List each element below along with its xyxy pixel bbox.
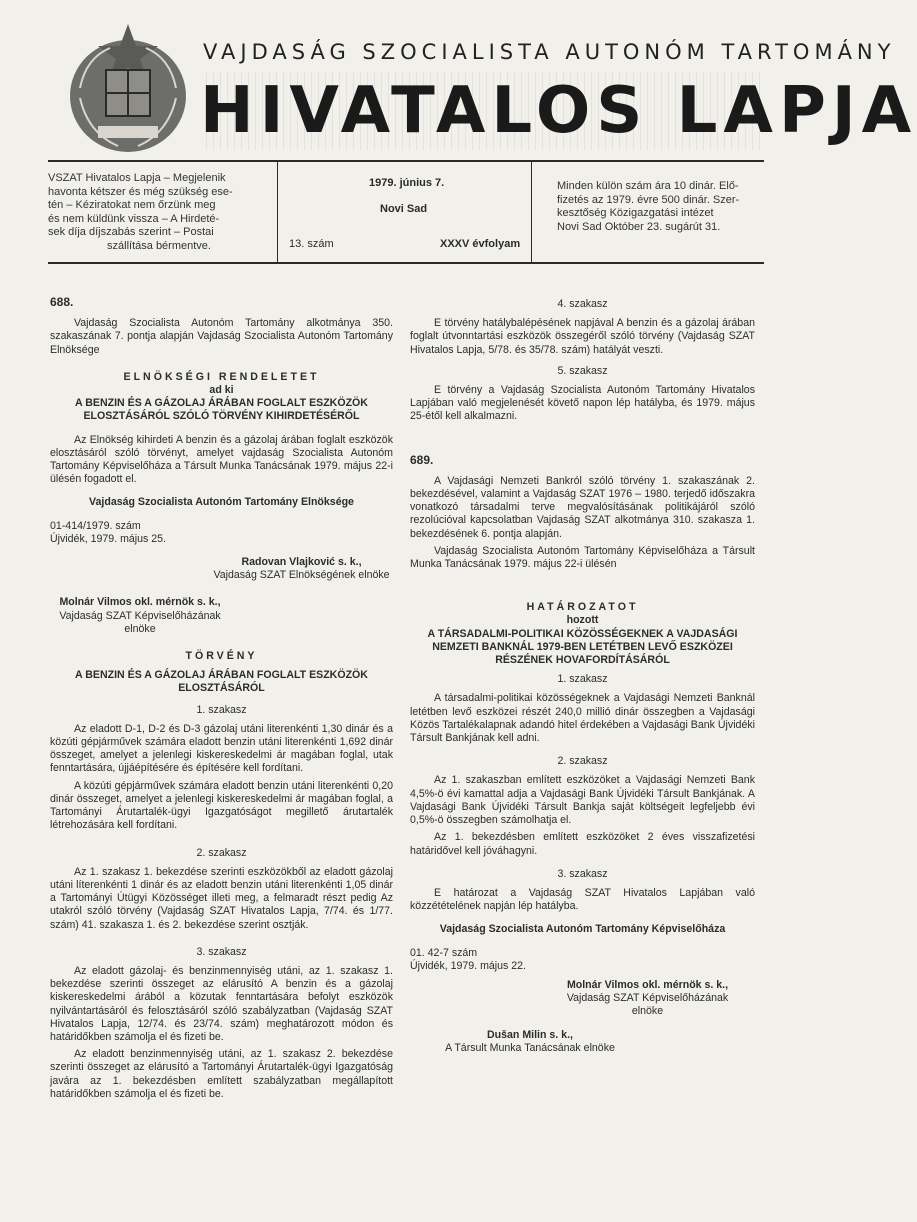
decree-title: A BENZIN ÉS A GÁZOLAJ ÁRÁBAN FOGLALT ESZKÖZÖK ELOSZTÁSÁRÓL SZÓLÓ TÖRVÉNY KIHIRDETÉSÉRŐL — [75, 397, 368, 423]
section-5-para-1: E törvény a Vajdaság Szocialista Autonóm Tartomány Hivatalos Lapjában való megjelenését követő napon lép hatályba, és 1979. május 25-étől kell alkalmazni. — [410, 384, 755, 423]
publication-notice: VSZAT Hivatalos Lapja – Megjelenik havonta kétszer és még szükség ese- tén – Kéziratokat nem őrzünk meg és nem küldünk vissza – A Hirdeté- sek díja díjszabás szerint – Postai szállítása bérmentve. — [48, 172, 233, 252]
issue-place: Novi Sad — [380, 203, 428, 215]
gazette-title: HIVATALOS LAPJA — [200, 74, 917, 148]
decree-text: Az Elnökség kihirdeti A benzin és a gázolaj árában foglalt eszközök elosztásáról szóló törvényt, amelyet vajdaság Szocialista Autonóm Tartomány Képviselőháza a Társult Munka Tanácsának 1979. május 22-i ülésén fogadott el. — [50, 433, 393, 486]
section-2-para-1: Az 1. szakasz 1. bekezdése szerinti eszközökből az eladott gázolaj utáni líterenkénti 1 dinár és az eladott benzin utáni literenkénti 1,05 dinár a Tartományi Útügyi Közösséget illeti meg, a felmaradt részt pedig Az utakról szóló törvény (Vajdaság SZAT Hivatalos Lapja, 7/74. és 1/77. szám) 41. szakasza 1. és 2. bekezdése szerint osztják. — [50, 865, 393, 931]
section-1-label: 1. szakasz — [196, 703, 247, 716]
right-column — [410, 298, 755, 1055]
res-section-2-para-2: Az 1. bekezdésben említett eszközöket 2 éves visszafizetési határidővel kell jóváhagyni. — [410, 831, 755, 857]
section-1-para-2: A közúti gépjárművek számára eladott benzin utáni literenkénti 0,20 dinár összeget, amelyet a jelenlegi kiskereskedelmi ár magában foglal, a Tartományi Árutartalék-ügyi Igazgatóságot megillető árutartalék létrehozására kell fordítani. — [50, 779, 393, 832]
state-emblem-icon — [58, 18, 198, 158]
doc-number-688: 688. — [50, 295, 74, 309]
section-3-label: 3. szakasz — [196, 945, 247, 958]
issue-date: 1979. június 7. — [369, 177, 445, 189]
price-notice: Minden külön szám ára 10 dinár. Elő- fizetés az 1979. évre 500 dinár. Szer- kesztőség Közigazgatási intézet Novi Sad Október 23. sugárút 31. — [557, 180, 740, 233]
province-name: VAJDASÁG SZOCIALISTA AUTONÓM TARTOMÁNY — [203, 40, 896, 64]
res-section-3-para: E határozat a Vajdaság SZAT Hivatalos Lapjában való közzétételének napján lép hatályba. — [410, 886, 755, 913]
law-heading: TÖRVÉNY — [185, 650, 258, 663]
res-section-1-label: 1. szakasz — [557, 673, 608, 686]
signature-block-1: Radovan Vlajković s. k., Vajdaság SZAT Elnökségének elnöke — [213, 556, 390, 582]
doc-number-689: 689. — [410, 452, 434, 467]
signature-block-2: Molnár Vilmos okl. mérnök s. k., Vajdaság SZAT Képviselőházának elnöke — [59, 596, 221, 635]
volume-number: XXXV évfolyam — [440, 238, 521, 250]
res-section-2-label: 2. szakasz — [557, 755, 608, 768]
section-4-label: 4. szakasz — [557, 298, 608, 310]
section-2-label: 2. szakasz — [196, 846, 247, 859]
header-rule-bottom — [48, 262, 764, 264]
section-4-para-1: E törvény hatálybalépésének napjával A benzin és a gázolaj árában foglalt útvonntartási eszközök összegéről szóló törvény (Vajdaság SZAT Hivatalos Lapja, 5/78. és 35/78. szám) hatályát veszti. — [410, 317, 755, 356]
resolution-heading: HATÁROZATOT — [526, 601, 639, 614]
res-signature-block-1: Molnár Vilmos okl. mérnök s. k., Vajdaság SZAT Képviselőházának elnöke — [566, 978, 729, 1018]
law-title: A BENZIN ÉS A GÁZOLAJ ÁRÁBAN FOGLALT ESZKÖZÖK ELOSZTÁSÁRÓL — [75, 669, 368, 695]
doc-689-intro: A Vajdasági Nemzeti Bankról szóló törvény 1. szakaszának 2. bekezdésével, valamint a Vajdaság SZAT 1976 – 1980. terjedő időszakra vonatkozó társadalmi terve megvalósításának politikájáról szóló rezolúcióval kapcsolatban Vajdaság SZAT alkotmánya 310. szakasza 1. bekezdésének 6. pontja alapján. — [410, 474, 755, 540]
assembly-name: Vajdaság Szocialista Autonóm Tartomány Képviselőháza — [439, 923, 726, 936]
presidency-name: Vajdaság Szocialista Autonóm Tartomány Elnöksége — [89, 496, 354, 509]
resolution-brings: hozott — [566, 614, 599, 627]
res-ref-number: 01. 42-7 szám — [410, 946, 478, 959]
decree-heading: ELNÖKSÉGI RENDELETET — [123, 370, 320, 383]
ref-number: 01-414/1979. szám — [50, 519, 141, 532]
section-1-para-1: Az eladott D-1, D-2 és D-3 gázolaj utáni literenkénti 1,30 dinár és a közúti gépjárművek számára eladott benzin utáni literenkénti 1,692 dinár összeget, amelyet a jelenlegi kiskereskedelmi ár magában foglal, utak fenntartására, újjáépítésére és építésére kell fordítani. — [50, 722, 393, 775]
section-5-label: 5. szakasz — [557, 364, 608, 377]
resolution-title: A TÁRSADALMI-POLITIKAI KÖZÖSSÉGEKNEK A VAJDASÁGI NEMZETI BANKNÁL 1979-BEN LETÉTBEN LEVŐ ESZKÖZEI RÉSZÉNEK HOVAFORDÍTÁSÁRÓL — [427, 627, 738, 667]
res-section-1-para: A társadalmi-politikai közösségeknek a Vajdasági Nemzeti Banknál letétben levő eszközei részét 240,0 millió dinár összegben a Vajdasági Közös Tartalékalapnak adandó hitel érdekében a Vajdasági Bank Újvidéki Társult Bankjának kell adni. — [410, 692, 755, 745]
doc-intro: Vajdaság Szocialista Autonóm Tartomány alkotmánya 350. szakaszának 7. pontja alapján Vajdaság Szocialista Autonóm Tartomány Elnöksége — [50, 317, 393, 356]
section-3-para-1: Az eladott gázolaj- és benzinmennyiség utáni, az 1. szakasz 1. bekezdése szerinti összeget az elárusító A benzin és a gázolaj kiskereskedelmi árából a közutak fenntartására befolyt eszközök nyilvántartásáról és felosztásáról szóló szabályzatban (Vajdaság SZAT Hivatalos Lapja, 12/74. és 23/74. szám) meghatározott módon és határidőkben számolja el és fizeti be. — [50, 964, 393, 1043]
res-section-3-label: 3. szakasz — [557, 867, 608, 880]
section-3-para-2: Az eladott benzinmennyiség utáni, az 1. szakasz 2. bekezdése szerinti összeget az elárusító a Tartományi Árutartalék-ügyi Igazgatóság javára az 1. bekezdésben említett szabályzatban megállapított határidőkben számolja el és fizeti be. — [50, 1048, 393, 1100]
res-signature-block-2: Dušan Milin s. k., A Társult Munka Tanácsának elnöke — [445, 1028, 615, 1054]
doc-689-intro-2: Vajdaság Szocialista Autonóm Tartomány Képviselőháza a Társult Munka Tanácsának 1979. május 22-i ülésén — [410, 544, 755, 571]
left-column — [50, 296, 393, 1101]
issue-number: 13. szám — [289, 238, 334, 250]
decree-issues: ad ki — [209, 384, 234, 397]
band-divider-left — [277, 162, 278, 262]
res-ref-date: Újvidék, 1979. május 22. — [410, 959, 527, 972]
band-divider-right — [531, 162, 532, 262]
ref-date: Újvidék, 1979. május 25. — [50, 532, 167, 545]
header-rule-top — [48, 160, 764, 162]
res-section-2-para-1: Az 1. szakaszban említett eszközöket a Vajdasági Nemzeti Bank 4,5%-ö évi kamattal adja a Vajdasági Bank Újvidéki Társult Bankjának. A Vajdasági Bank Újvidéki Társult Bankja saját költségeit legfeljebb évi 0,5%-ö összegben számolhatja el. — [410, 774, 755, 827]
issue-info — [285, 172, 530, 256]
